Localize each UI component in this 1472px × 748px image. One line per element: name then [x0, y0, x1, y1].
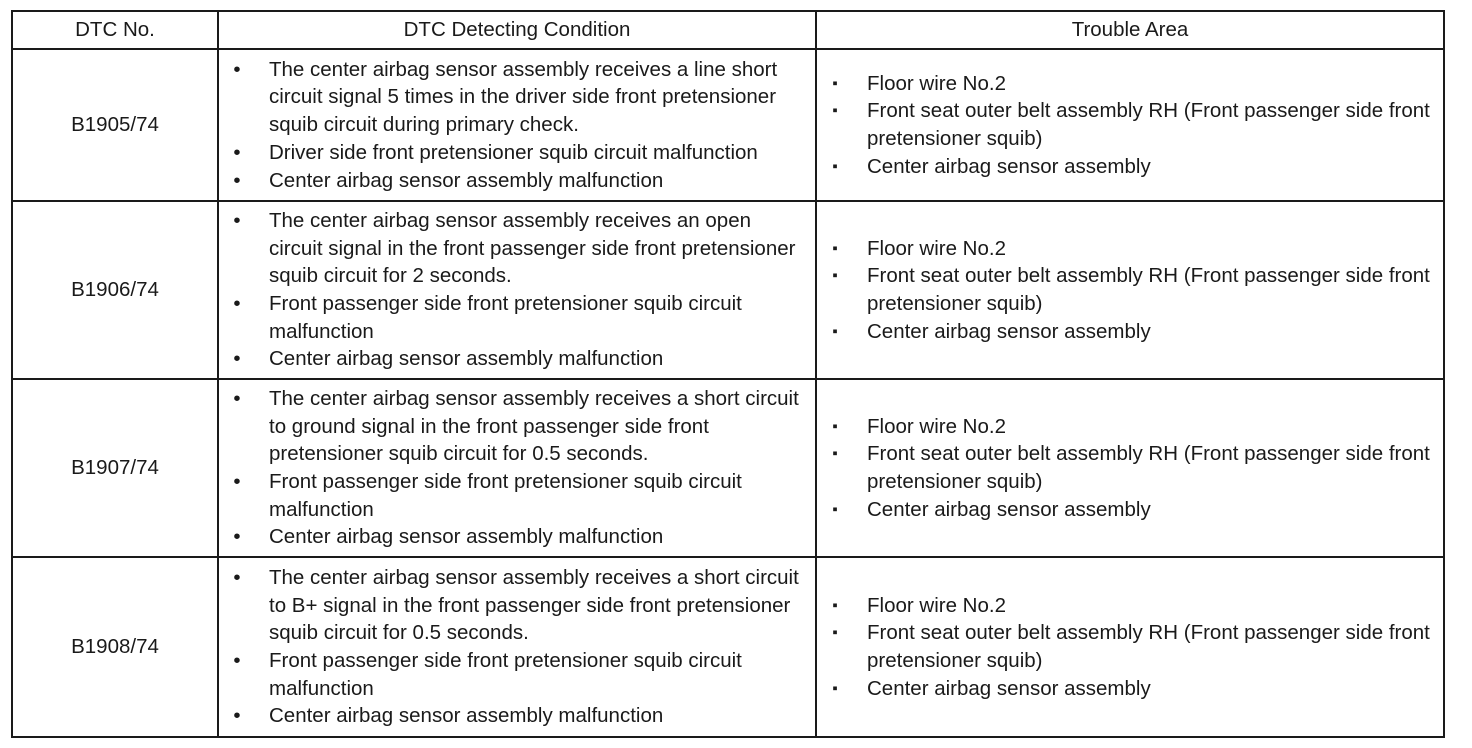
- area-item: ▪ Floor wire No.2: [817, 592, 1443, 620]
- bullet-icon: •: [233, 470, 241, 493]
- bullet-icon: •: [233, 649, 241, 672]
- area-item: ▪ Floor wire No.2: [817, 70, 1443, 98]
- condition-item: • Front passenger side front pretensioner squib circuit malfunction: [219, 468, 815, 523]
- area-item: ▪ Center airbag sensor assembly: [817, 496, 1443, 524]
- condition-cell: [218, 379, 816, 557]
- bullet-icon: •: [233, 140, 241, 164]
- bullet-icon: •: [233, 57, 241, 81]
- bullet-icon: •: [233, 208, 241, 232]
- dtc-code: B1908/74: [12, 557, 218, 737]
- area-item: ▪ Front seat outer belt assembly RH (Front passenger side front pretensioner squib): [817, 440, 1443, 495]
- square-bullet-icon: ▪: [832, 267, 838, 285]
- header-condition: DTC Detecting Condition: [218, 11, 816, 49]
- table-row: [12, 201, 1444, 379]
- square-bullet-icon: ▪: [832, 679, 838, 697]
- condition-item: • Driver side front pretensioner squib circuit malfunction: [219, 139, 815, 167]
- table-row: [12, 379, 1444, 557]
- bullet-icon: •: [233, 292, 241, 315]
- condition-item: • Center airbag sensor assembly malfunction: [219, 702, 815, 730]
- bullet-icon: •: [233, 704, 241, 728]
- square-bullet-icon: ▪: [832, 500, 838, 518]
- condition-item: • The center airbag sensor assembly receives a line short circuit signal 5 times in the driver side front pretensioner squib circuit during primary check.: [219, 56, 815, 139]
- square-bullet-icon: ▪: [832, 74, 838, 92]
- condition-cell: [218, 557, 816, 737]
- area-item: ▪ Center airbag sensor assembly: [817, 675, 1443, 703]
- square-bullet-icon: ▪: [832, 102, 838, 120]
- header-dtc-no: DTC No.: [12, 11, 218, 49]
- condition-item: • The center airbag sensor assembly receives an open circuit signal in the front passenger side front pretensioner squib circuit for 2 seconds.: [219, 207, 815, 290]
- condition-cell: [218, 49, 816, 201]
- area-item: ▪ Front seat outer belt assembly RH (Front passenger side front pretensioner squib): [817, 97, 1443, 152]
- table-row: [12, 557, 1444, 737]
- condition-item: • Front passenger side front pretensioner squib circuit malfunction: [219, 647, 815, 702]
- area-item: ▪ Center airbag sensor assembly: [817, 318, 1443, 346]
- bullet-icon: •: [233, 386, 241, 410]
- square-bullet-icon: ▪: [832, 596, 838, 614]
- square-bullet-icon: ▪: [832, 445, 838, 463]
- trouble-area-cell: [816, 49, 1444, 201]
- condition-item: • Center airbag sensor assembly malfunction: [219, 167, 815, 195]
- area-item: ▪ Center airbag sensor assembly: [817, 153, 1443, 181]
- bullet-icon: •: [233, 347, 241, 371]
- dtc-code: B1906/74: [12, 201, 218, 379]
- condition-item: • The center airbag sensor assembly receives a short circuit to B+ signal in the front passenger side front pretensioner squib circuit for 0.5 seconds.: [219, 564, 815, 647]
- dtc-table: [11, 10, 1445, 738]
- square-bullet-icon: ▪: [832, 417, 838, 435]
- bullet-icon: •: [233, 565, 241, 589]
- condition-item: • Center airbag sensor assembly malfunction: [219, 523, 815, 551]
- dtc-code: B1905/74: [12, 49, 218, 201]
- condition-item: • Center airbag sensor assembly malfunction: [219, 345, 815, 373]
- area-item: ▪ Front seat outer belt assembly RH (Front passenger side front pretensioner squib): [817, 262, 1443, 317]
- trouble-area-cell: [816, 557, 1444, 737]
- dtc-code: B1907/74: [12, 379, 218, 557]
- trouble-area-cell: [816, 201, 1444, 379]
- header-trouble-area: Trouble Area: [816, 11, 1444, 49]
- square-bullet-icon: ▪: [832, 239, 838, 257]
- trouble-area-cell: [816, 379, 1444, 557]
- condition-item: • The center airbag sensor assembly receives a short circuit to ground signal in the front passenger side front pretensioner squib circuit for 0.5 seconds.: [219, 385, 815, 468]
- square-bullet-icon: ▪: [832, 157, 838, 175]
- table-row: [12, 49, 1444, 201]
- bullet-icon: •: [233, 168, 241, 192]
- condition-item: • Front passenger side front pretensioner squib circuit malfunction: [219, 290, 815, 345]
- condition-cell: [218, 201, 816, 379]
- area-item: ▪ Front seat outer belt assembly RH (Front passenger side front pretensioner squib): [817, 619, 1443, 674]
- square-bullet-icon: ▪: [832, 624, 838, 642]
- area-item: ▪ Floor wire No.2: [817, 235, 1443, 263]
- square-bullet-icon: ▪: [832, 322, 838, 340]
- header-row: [12, 11, 1444, 49]
- area-item: ▪ Floor wire No.2: [817, 413, 1443, 441]
- bullet-icon: •: [233, 525, 241, 549]
